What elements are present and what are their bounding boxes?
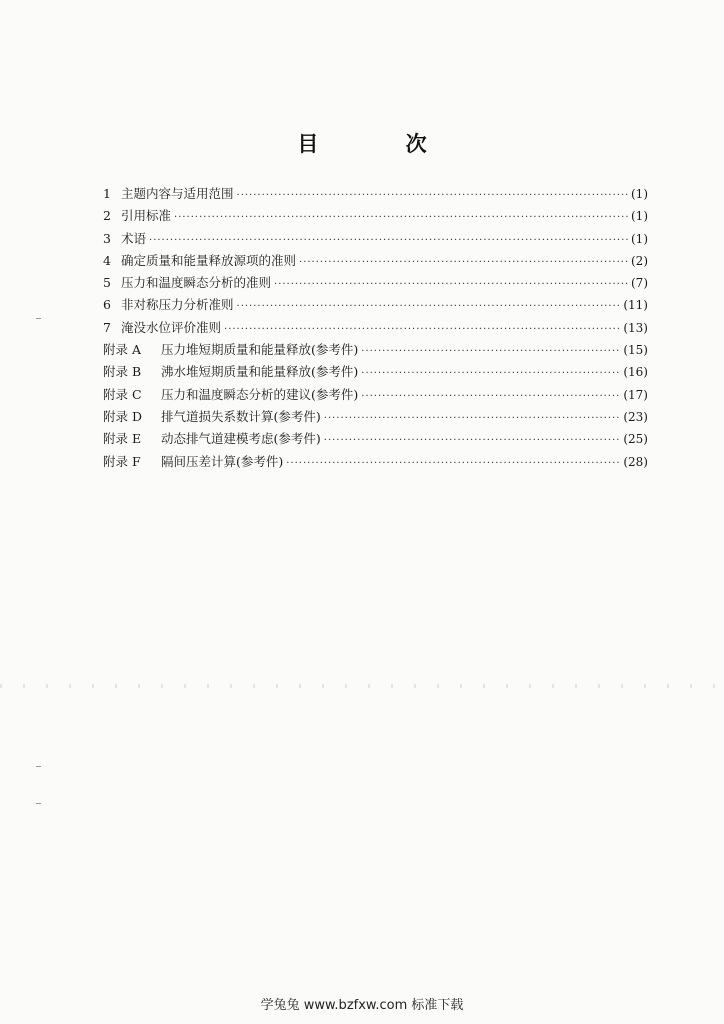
scan-artifact-line xyxy=(0,684,724,688)
toc-dot-leader xyxy=(361,346,620,357)
toc-dot-leader xyxy=(324,435,621,446)
toc-dot-leader xyxy=(149,235,628,246)
toc-entry-page: (11) xyxy=(623,298,648,313)
toc-entry-number: 2 xyxy=(103,208,111,224)
toc-dot-leader xyxy=(286,458,620,469)
toc-entry[interactable] xyxy=(103,407,648,429)
toc-entry[interactable] xyxy=(103,206,648,228)
toc-dot-leader xyxy=(237,190,628,201)
toc-entry-page: (1) xyxy=(631,231,648,246)
toc-dot-leader xyxy=(237,301,621,312)
toc-entry-page: (17) xyxy=(623,387,648,402)
toc-entry-number: 附录 C xyxy=(103,386,142,402)
footer-watermark: 学兔兔 www.bzfxw.com 标准下载 xyxy=(260,998,464,1013)
toc-entry-page: (13) xyxy=(623,320,648,335)
scan-speck xyxy=(36,766,41,767)
toc-entry-title: 确定质量和能量释放源项的准则 xyxy=(121,252,297,268)
toc-entry-page: (1) xyxy=(631,209,648,224)
toc-dot-leader xyxy=(299,257,628,268)
toc-entry-title: 压力堆短期质量和能量释放(参考件) xyxy=(161,342,359,358)
toc-entry-page: (16) xyxy=(623,365,648,380)
toc-entry-title: 非对称压力分析准则 xyxy=(121,297,234,313)
toc-dot-leader xyxy=(274,279,628,290)
toc-entry-title: 引用标准 xyxy=(121,208,172,224)
toc-entry-number: 附录 B xyxy=(103,364,142,380)
toc-entry-page: (25) xyxy=(623,432,648,447)
toc-entry-page: (2) xyxy=(631,253,648,268)
toc-entry-page: (7) xyxy=(631,276,648,291)
toc-entry-page: (23) xyxy=(623,409,648,424)
toc-entry[interactable] xyxy=(103,340,648,362)
toc-entry-title: 主题内容与适用范围 xyxy=(121,186,234,201)
toc-entry[interactable] xyxy=(103,385,648,407)
toc-entry[interactable] xyxy=(103,295,648,317)
toc-entry[interactable] xyxy=(103,452,648,474)
toc-dot-leader xyxy=(174,212,628,223)
toc-entry[interactable] xyxy=(103,429,648,451)
toc-entry-title: 动态排气道建模考虑(参考件) xyxy=(161,431,321,447)
toc-entry[interactable] xyxy=(103,362,648,384)
toc-entry[interactable] xyxy=(103,184,648,206)
toc-entry-number: 3 xyxy=(103,230,111,246)
page-title: 目 次 xyxy=(297,132,467,156)
toc-entry[interactable] xyxy=(103,273,648,295)
scan-speck xyxy=(36,803,41,804)
toc-entry-page: (28) xyxy=(623,454,648,469)
toc-entry-number: 附录 A xyxy=(103,342,142,358)
table-of-contents xyxy=(103,184,648,474)
toc-entry-number: 1 xyxy=(103,186,111,201)
toc-dot-leader xyxy=(361,391,620,402)
toc-entry-title: 压力和温度瞬态分析的准则 xyxy=(121,275,272,291)
toc-dot-leader xyxy=(224,324,620,335)
toc-entry-title: 术语 xyxy=(121,230,147,246)
toc-entry-title: 排气道损失系数计算(参考件) xyxy=(161,408,321,424)
toc-entry-number: 7 xyxy=(103,319,111,335)
scan-speck xyxy=(36,318,41,319)
toc-entry[interactable] xyxy=(103,251,648,273)
toc-entry-title: 淹没水位评价准则 xyxy=(121,319,222,335)
toc-entry-title: 沸水堆短期质量和能量释放(参考件) xyxy=(161,364,359,380)
toc-entry-number: 6 xyxy=(103,297,111,313)
toc-entry-title: 隔间压差计算(参考件) xyxy=(161,453,284,469)
toc-entry-number: 附录 E xyxy=(103,431,142,447)
toc-dot-leader xyxy=(361,368,620,379)
toc-entry-number: 附录 D xyxy=(103,408,142,424)
toc-entry-title: 压力和温度瞬态分析的建议(参考件) xyxy=(161,386,359,402)
toc-entry-page: (15) xyxy=(623,343,648,358)
toc-entry-number: 附录 F xyxy=(103,453,141,469)
toc-entry[interactable] xyxy=(103,229,648,251)
toc-entry-number: 5 xyxy=(103,275,111,291)
toc-entry-number: 4 xyxy=(103,252,111,268)
toc-entry[interactable] xyxy=(103,318,648,340)
toc-entry-page: (1) xyxy=(631,187,648,201)
toc-dot-leader xyxy=(324,413,621,424)
